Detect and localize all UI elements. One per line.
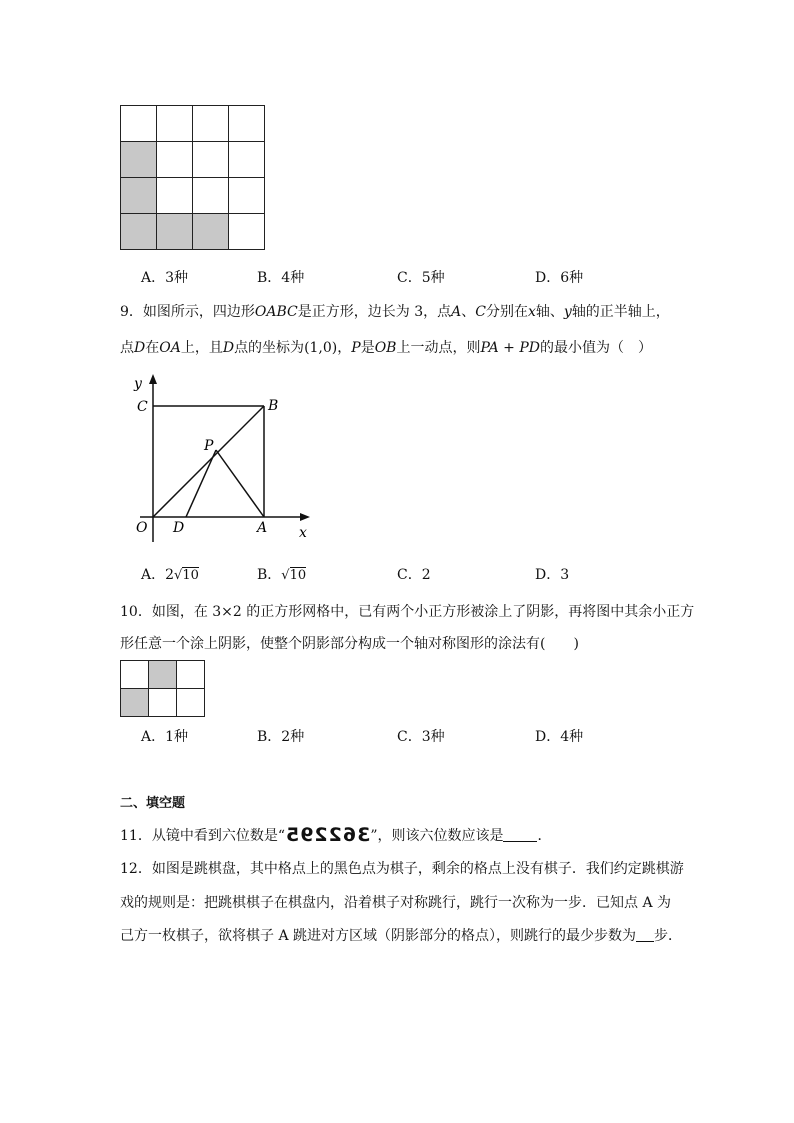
grid-cell [177,689,205,717]
q12-line-1: 12．如图是跳棋盘，其中格点上的黑色点为棋子，剩余的格点上没有棋子．我们约定跳棋游 [120,861,684,877]
radicand: 10 [182,568,199,583]
q8-option-d: D．6种 [535,270,584,286]
q9-option-a [141,565,199,586]
text: A [451,304,462,320]
text: 轴、 [535,304,564,320]
answer-blank[interactable] [636,927,654,942]
q8-option-a: A．3种 [141,270,189,286]
text: PA + PD [480,340,540,356]
text: 是正方形，边长为 3，点 [297,304,452,320]
text: 步． [654,928,683,944]
label-c: C [137,399,148,415]
grid-cell [149,689,177,717]
label-p: P [204,438,214,454]
q10-option-a: A．1种 [141,729,189,745]
grid-cell [229,214,265,250]
grid-cell [121,106,157,142]
grid-cell [193,178,229,214]
grid-cell [157,142,193,178]
text: A．2 [141,567,175,583]
grid-cell-shaded [149,661,177,689]
text: D [134,340,146,356]
label-x: x [299,525,307,541]
y-axis-arrow [149,374,157,384]
grid-cell-shaded [193,214,229,250]
grid-cell [177,661,205,689]
sqrt-symbol: √ [174,568,183,583]
q11-line [120,825,551,846]
q12-line-3 [120,926,682,946]
label-o: O [136,520,148,536]
text: 11．从镜中看到六位数是“ [120,828,285,844]
text: ， [337,340,352,356]
text: OB [374,340,397,356]
grid-cell [193,106,229,142]
segment-pd [186,450,216,517]
q9-option-d: D．3 [535,567,570,583]
text: ”，则该六位数应该是 [370,828,504,844]
mirrored-number: 362295 [284,824,371,846]
text: 点 [120,340,134,356]
sqrt-symbol: √ [281,568,290,583]
text: x [527,304,536,320]
q10-line-1: 10．如图，在 3×2 的正方形网格中，已有两个小正方形被涂上了阴影，再将图中其余小正方 [120,604,695,620]
grid-cell-shaded [121,178,157,214]
q10-option-b: B．2种 [257,729,305,745]
segment-pa [216,450,264,517]
text: y [563,304,572,320]
text: 的最小值为（ ） [539,340,652,356]
answer-blank[interactable] [503,827,537,842]
segment-ob [153,406,264,517]
text: C [475,304,486,320]
q10-line-2: 形任意一个涂上阴影，使整个阴影部分构成一个轴对称图形的涂法有( ) [120,636,579,652]
q8-option-c: C．5种 [397,270,445,286]
text: 点的坐标为 [234,340,305,356]
grid-cell [229,106,265,142]
grid-cell-shaded [121,214,157,250]
label-y: y [134,376,142,392]
text: 是 [360,340,375,356]
q9-figure [110,370,330,550]
grid-cell-shaded [121,142,157,178]
text: 9．如图所示，四边形 [120,304,255,320]
text: OABC [254,304,298,320]
text: P [351,340,361,356]
grid-cell [157,106,193,142]
grid-cell [229,142,265,178]
text: ． [537,828,552,844]
q9-option-c: C．2 [397,567,431,583]
grid-cell [193,142,229,178]
text: B． [257,567,282,583]
q10-grid [120,660,205,717]
text: D [222,340,235,356]
q9-line-1 [120,302,670,322]
label-a: A [257,520,268,536]
text: 、 [461,304,476,320]
text: 上，且 [180,340,223,356]
q10-option-c: C．3种 [397,729,445,745]
q12-line-2: 戏的规则是：把跳棋棋子在棋盘内，沿着棋子对称跳行，跳行一次称为一步．已知点 A 为 [120,895,672,911]
grid-cell [157,178,193,214]
label-b: B [268,398,279,414]
label-d: D [173,520,185,536]
text: (1,0) [304,340,338,356]
grid-cell [121,661,149,689]
text: 上一动点，则 [396,340,481,356]
text: 己方一枚棋子，欲将棋子 A 跳进对方区域（阴影部分的格点），则跳行的最少步数为 [120,928,637,944]
q8-grid [120,105,265,250]
q9-line-2 [120,338,652,358]
q8-option-b: B．4种 [257,270,305,286]
text: 轴的正半轴上， [571,304,670,320]
q9-option-b [257,565,306,586]
radicand: 10 [289,568,307,583]
text: OA [159,340,181,356]
grid-cell [229,178,265,214]
text: 在 [145,340,160,356]
q10-option-d: D．4种 [535,729,584,745]
text: 分别在 [485,304,528,320]
grid-cell-shaded [121,689,149,717]
x-axis-arrow [300,513,310,521]
grid-cell-shaded [157,214,193,250]
section-heading: 二、填空题 [120,796,186,811]
